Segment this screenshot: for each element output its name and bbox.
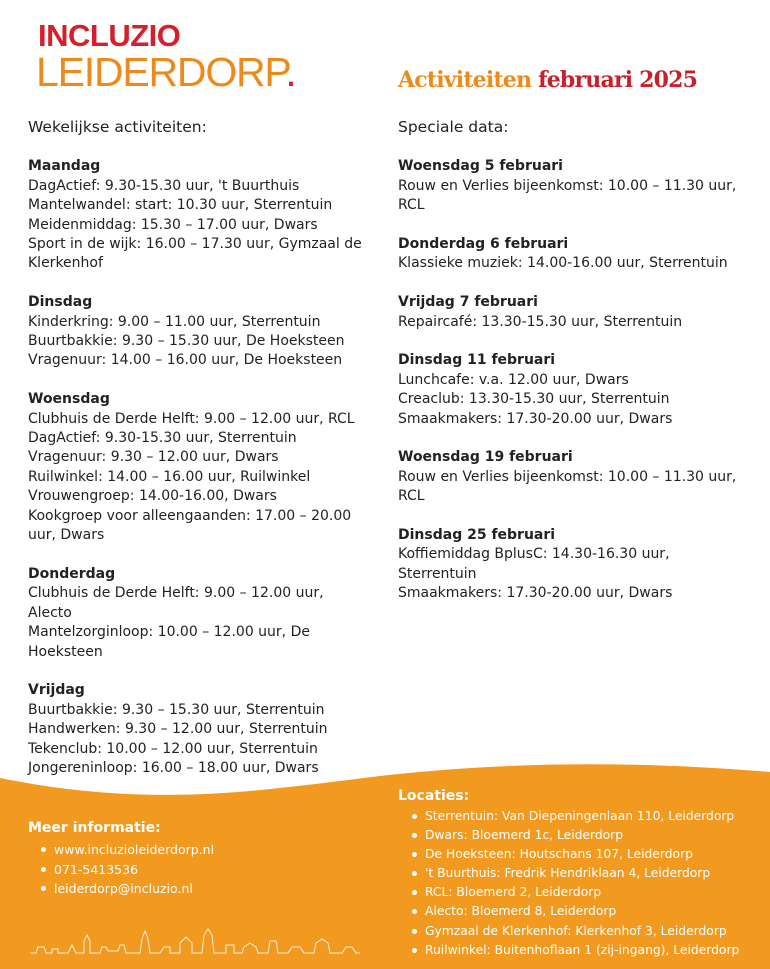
weekday-line: DagActief: 9.30-15.30 uur, 't Buurthuis <box>28 177 300 194</box>
logo-brand: INCLUZIO <box>38 18 181 53</box>
special-date-line: Creaclub: 13.30-15.30 uur, Sterrentuin <box>398 391 670 408</box>
special-date-line: Lunchcafe: v.a. 12.00 uur, Dwars <box>398 371 629 388</box>
special-date-line: Sterrentuin <box>398 565 477 582</box>
special-date-name: Vrijdag 7 februari <box>398 294 538 311</box>
title-month: februari 2025 <box>538 67 698 93</box>
logo-place <box>36 49 296 95</box>
special-date-block <box>398 293 753 332</box>
location-item: Alecto: Bloemerd 8, Leiderdorp <box>407 902 739 921</box>
location-item: Gymzaal de Klerkenhof: Klerkenhof 3, Leiderdorp <box>407 922 739 941</box>
info-title: Meer informatie: <box>28 820 161 836</box>
skyline-outline <box>30 929 360 953</box>
locations-title: Locaties: <box>398 788 470 804</box>
weekday-name: Maandag <box>28 158 101 175</box>
weekday-line: uur, Dwars <box>28 527 105 544</box>
info-item[interactable]: 071-5413536 <box>36 860 214 880</box>
weekday-name: Dinsdag <box>28 294 93 311</box>
info-list <box>36 840 214 899</box>
weekday-block <box>28 565 373 662</box>
weekday-name: Vrijdag <box>28 682 85 699</box>
weekday-block <box>28 293 373 371</box>
weekday-line: Jongereninloop: 16.00 – 18.00 uur, Dwars <box>28 759 319 776</box>
special-date-line: Klassieke muziek: 14.00-16.00 uur, Sterrentuin <box>398 255 728 272</box>
weekday-line: Kookgroep voor alleengaanden: 17.00 – 20.00 <box>28 507 352 524</box>
weekday-line: Vragenuur: 9.30 – 12.00 uur, Dwars <box>28 449 279 466</box>
location-item: Ruilwinkel: Buitenhoflaan 1 (zij-ingang), Leiderdorp <box>407 941 739 960</box>
location-item: De Hoeksteen: Houtschans 107, Leiderdorp <box>407 845 739 864</box>
special-date-line: Koffiemiddag BplusC: 14.30-16.30 uur, <box>398 546 670 563</box>
weekday-block <box>28 390 373 545</box>
special-date-line: Rouw en Verlies bijeenkomst: 10.00 – 11.30 uur, <box>398 177 737 194</box>
weekday-line: Mantelzorginloop: 10.00 – 12.00 uur, De <box>28 624 310 641</box>
weekly-days-list <box>28 157 373 778</box>
weekday-line: Clubhuis de Derde Helft: 9.00 – 12.00 uur, <box>28 585 324 602</box>
special-date-line: RCL <box>398 197 425 214</box>
weekday-line: Vragenuur: 14.00 – 16.00 uur, De Hoeksteen <box>28 352 343 369</box>
weekday-line: Tekenclub: 10.00 – 12.00 uur, Sterrentuin <box>28 740 318 757</box>
weekday-line: Ruilwinkel: 14.00 – 16.00 uur, Ruilwinkel <box>28 468 311 485</box>
special-date-name: Dinsdag 25 februari <box>398 527 556 544</box>
special-dates <box>398 118 753 623</box>
special-date-name: Dinsdag 11 februari <box>398 352 556 369</box>
weekday-block <box>28 157 373 273</box>
location-item: Dwars: Bloemerd 1c, Leiderdorp <box>407 826 739 845</box>
special-date-block <box>398 351 753 429</box>
weekday-line: Mantelwandel: start: 10.30 uur, Sterrentuin <box>28 197 333 214</box>
weekday-name: Woensdag <box>28 391 110 408</box>
logo-dot: . <box>285 49 296 95</box>
weekday-line: Meidenmiddag: 15.30 – 17.00 uur, Dwars <box>28 216 318 233</box>
logo-place-text: LEIDERDORP <box>36 49 286 95</box>
weekday-line: Vrouwengroep: 14.00-16.00, Dwars <box>28 488 277 505</box>
skyline-illustration <box>30 925 360 957</box>
weekday-line: Kinderkring: 9.00 – 11.00 uur, Sterrentuin <box>28 313 321 330</box>
special-date-name: Woensdag 19 februari <box>398 449 573 466</box>
weekday-line: DagActief: 9.30-15.30 uur, Sterrentuin <box>28 430 297 447</box>
special-heading: Speciale data: <box>398 118 509 136</box>
weekday-line: Hoeksteen <box>28 643 103 660</box>
locations-list <box>407 807 739 960</box>
location-item: 't Buurthuis: Fredrik Hendriklaan 4, Leiderdorp <box>407 864 739 883</box>
weekly-activities <box>28 118 373 798</box>
title-activities: Activiteiten <box>398 67 532 93</box>
special-date-block <box>398 448 753 506</box>
special-date-line: Rouw en Verlies bijeenkomst: 10.00 – 11.30 uur, <box>398 468 737 485</box>
info-item[interactable]: www.incluzioleiderdorp.nl <box>36 840 214 860</box>
special-date-block <box>398 157 753 215</box>
location-item: RCL: Bloemerd 2, Leiderdorp <box>407 883 739 902</box>
weekday-name: Donderdag <box>28 565 116 582</box>
weekday-line: Alecto <box>28 604 72 621</box>
special-date-name: Donderdag 6 februari <box>398 236 569 253</box>
location-item: Sterrentuin: Van Diepeningenlaan 110, Leiderdorp <box>407 807 739 826</box>
special-date-block <box>398 235 753 274</box>
page-title <box>398 67 697 93</box>
special-date-line: Smaakmakers: 17.30-20.00 uur, Dwars <box>398 410 673 427</box>
special-date-line: Repaircafé: 13.30-15.30 uur, Sterrentuin <box>398 313 683 330</box>
special-date-name: Woensdag 5 februari <box>398 158 563 175</box>
weekday-line: Handwerken: 9.30 – 12.00 uur, Sterrentuin <box>28 721 328 738</box>
weekday-line: Sport in de wijk: 16.00 – 17.30 uur, Gymzaal de <box>28 236 362 253</box>
special-date-block <box>398 526 753 604</box>
special-date-line: RCL <box>398 488 425 505</box>
special-date-line: Smaakmakers: 17.30-20.00 uur, Dwars <box>398 585 673 602</box>
weekday-line: Clubhuis de Derde Helft: 9.00 – 12.00 uur, RCL <box>28 410 355 427</box>
weekday-line: Buurtbakkie: 9.30 – 15.30 uur, De Hoeksteen <box>28 333 345 350</box>
info-item[interactable]: leiderdorp@incluzio.nl <box>36 879 214 899</box>
special-dates-list <box>398 157 753 603</box>
weekday-line: Klerkenhof <box>28 255 103 272</box>
weekday-line: Buurtbakkie: 9.30 – 15.30 uur, Sterrentuin <box>28 701 325 718</box>
weekly-heading: Wekelijkse activiteiten: <box>28 118 207 136</box>
